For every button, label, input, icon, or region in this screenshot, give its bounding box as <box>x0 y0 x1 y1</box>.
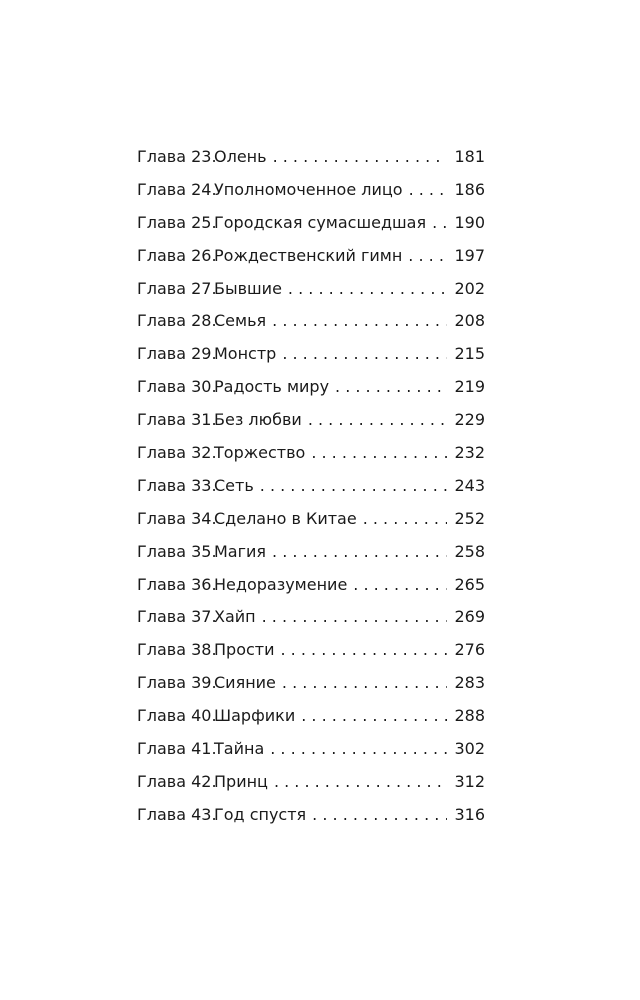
toc-entry <box>137 772 485 805</box>
dot-leader <box>288 279 447 298</box>
chapter-label: Глава 42. <box>137 771 217 791</box>
page-number: 190 <box>454 212 485 232</box>
page-number: 283 <box>454 673 485 693</box>
dot-leader <box>282 344 447 363</box>
chapter-label: Глава 28. <box>137 311 217 331</box>
toc-entry <box>137 706 485 739</box>
chapter-label: Глава 26. <box>137 245 217 265</box>
toc-entry <box>137 311 485 344</box>
chapter-title: Бывшие <box>214 278 282 298</box>
chapter-label: Глава 36. <box>137 574 217 594</box>
chapter-title: Монстр <box>214 344 277 364</box>
toc-entry <box>137 443 485 476</box>
chapter-title: Прости <box>214 640 275 660</box>
chapter-label: Глава 34. <box>137 508 217 528</box>
dot-leader <box>272 311 447 330</box>
page-number: 202 <box>454 278 485 298</box>
dot-leader <box>311 443 447 462</box>
chapter-title: Уполномоченное лицо <box>214 179 403 199</box>
chapter-label: Глава 31. <box>137 410 217 430</box>
toc-entry <box>137 607 485 640</box>
chapter-label: Глава 29. <box>137 344 217 364</box>
chapter-label: Глава 39. <box>137 673 217 693</box>
dot-leader <box>270 739 447 758</box>
page-number: 276 <box>454 640 485 660</box>
chapter-title: Сеть <box>214 475 254 495</box>
toc-entry <box>137 673 485 706</box>
chapter-title: Год спустя <box>214 804 307 824</box>
chapter-label: Глава 24. <box>137 179 217 199</box>
page-number: 219 <box>454 377 485 397</box>
toc-entry <box>137 805 485 838</box>
toc-entry <box>137 476 485 509</box>
chapter-title: Принц <box>214 771 268 791</box>
dot-leader <box>282 673 447 692</box>
toc-entry <box>137 640 485 673</box>
chapter-title: Недоразумение <box>214 574 348 594</box>
chapter-label: Глава 25. <box>137 212 217 232</box>
dot-leader <box>353 575 447 594</box>
dot-leader <box>274 772 447 791</box>
chapter-label: Глава 41. <box>137 739 217 759</box>
chapter-label: Глава 27. <box>137 278 217 298</box>
dot-leader <box>262 607 447 626</box>
toc-entry <box>137 180 485 213</box>
chapter-title: Магия <box>214 541 267 561</box>
dot-leader <box>272 542 447 561</box>
chapter-label: Глава 37. <box>137 607 217 627</box>
page-number: 197 <box>454 245 485 265</box>
page-number: 269 <box>454 607 485 627</box>
page-number: 312 <box>454 771 485 791</box>
chapter-title: Олень <box>214 147 267 166</box>
dot-leader <box>409 180 447 199</box>
dot-leader <box>408 246 447 265</box>
toc-entry <box>137 344 485 377</box>
page-number: 288 <box>454 706 485 726</box>
dot-leader <box>308 410 447 429</box>
page-number: 258 <box>454 541 485 561</box>
dot-leader <box>312 805 447 824</box>
toc-entry <box>137 147 485 180</box>
chapter-title: Радость миру <box>214 377 330 397</box>
toc-entry <box>137 509 485 542</box>
dot-leader <box>281 640 448 659</box>
page-number: 232 <box>454 443 485 463</box>
page-number: 215 <box>454 344 485 364</box>
chapter-title: Городская сумасшедшая <box>214 212 427 232</box>
chapter-title: Хайп <box>214 607 256 627</box>
chapter-title: Без любви <box>214 410 302 430</box>
page-number: 265 <box>454 574 485 594</box>
toc-entry <box>137 246 485 279</box>
chapter-title: Сделано в Китае <box>214 508 357 528</box>
chapter-label: Глава 23. <box>137 147 217 166</box>
toc-entry <box>137 575 485 608</box>
page-number: 208 <box>454 311 485 331</box>
chapter-label: Глава 38. <box>137 640 217 660</box>
toc-entry <box>137 377 485 410</box>
dot-leader <box>273 147 447 166</box>
page-number: 229 <box>454 410 485 430</box>
page-number: 252 <box>454 508 485 528</box>
page-number: 243 <box>454 475 485 495</box>
chapter-title: Тайна <box>214 739 265 759</box>
page-number: 302 <box>454 739 485 759</box>
chapter-label: Глава 40. <box>137 706 217 726</box>
toc-entry <box>137 410 485 443</box>
chapter-label: Глава 43. <box>137 804 217 824</box>
page-number: 186 <box>454 179 485 199</box>
chapter-title: Рождественский гимн <box>214 245 403 265</box>
dot-leader <box>301 706 447 725</box>
dot-leader <box>432 213 447 232</box>
toc-entry <box>137 542 485 575</box>
page-number: 316 <box>454 804 485 824</box>
toc-entry <box>137 213 485 246</box>
chapter-label: Глава 30. <box>137 377 217 397</box>
chapter-title: Сияние <box>214 673 276 693</box>
chapter-label: Глава 33. <box>137 475 217 495</box>
chapter-title: Семья <box>214 311 267 331</box>
dot-leader <box>335 377 447 396</box>
toc-entry <box>137 739 485 772</box>
page-number: 181 <box>454 147 485 166</box>
chapter-label: Глава 32. <box>137 443 217 463</box>
dot-leader <box>363 509 447 528</box>
chapter-label: Глава 35. <box>137 541 217 561</box>
table-of-contents <box>137 147 485 838</box>
toc-entry <box>137 279 485 312</box>
chapter-title: Торжество <box>214 443 306 463</box>
dot-leader <box>260 476 447 495</box>
chapter-title: Шарфики <box>214 706 296 726</box>
